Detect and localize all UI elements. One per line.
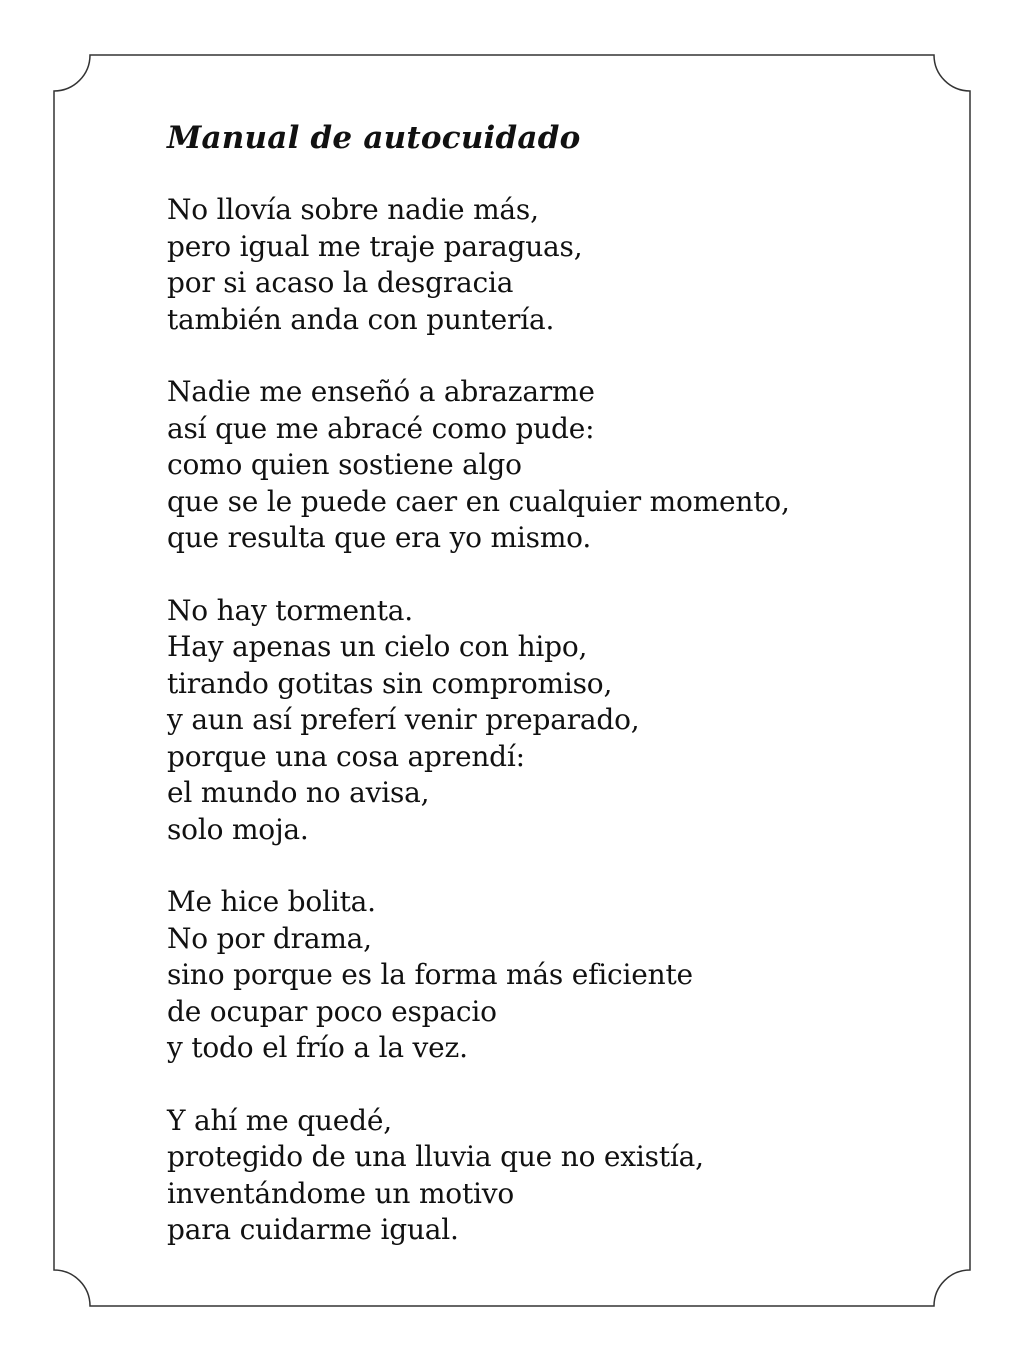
poem-line: porque una cosa aprendí: — [167, 739, 525, 773]
poem-line: que resulta que era yo mismo. — [167, 521, 592, 554]
poem — [167, 112, 927, 1285]
poem-line: inventándome un motivo — [167, 1176, 515, 1210]
poem-line: pero igual me traje paraguas, — [167, 229, 583, 263]
stanza-5 — [167, 1103, 927, 1249]
poem-line: el mundo no avisa, — [167, 776, 430, 809]
poem-line: No llovía sobre nadie más, — [167, 193, 539, 226]
stanza-4 — [167, 884, 927, 1067]
poem-line: de ocupar poco espacio — [167, 994, 497, 1028]
poem-line: solo moja. — [167, 812, 309, 846]
poem-line: No por drama, — [167, 921, 372, 955]
poem-line: por si acaso la desgracia — [167, 266, 514, 299]
poem-line: Y ahí me quedé, — [167, 1103, 392, 1137]
poem-line: también anda con puntería. — [167, 302, 555, 336]
poem-line: y todo el frío a la vez. — [167, 1031, 468, 1064]
poem-line: protegido de una lluvia que no existía, — [167, 1140, 704, 1173]
poem-title: Manual de autocuidado — [167, 120, 581, 156]
poem-line: Nadie me enseñó a abrazarme — [167, 375, 595, 408]
poem-line: para cuidarme igual. — [167, 1213, 459, 1246]
poem-line: como quien sostiene algo — [167, 448, 522, 481]
stanza-3 — [167, 593, 927, 849]
poem-line: No hay tormenta. — [167, 593, 413, 627]
stanza-2 — [167, 374, 927, 557]
poem-line: Me hice bolita. — [167, 885, 376, 918]
poem-line: Hay apenas un cielo con hipo, — [167, 630, 588, 663]
poem-line: sino porque es la forma más eficiente — [167, 958, 693, 991]
stanza-1 — [167, 192, 927, 338]
poem-line: así que me abracé como pude: — [167, 411, 595, 445]
poem-line: que se le puede caer en cualquier momento, — [167, 484, 790, 518]
poem-line: y aun así preferí venir preparado, — [167, 703, 640, 736]
poem-line: tirando gotitas sin compromiso, — [167, 666, 613, 700]
